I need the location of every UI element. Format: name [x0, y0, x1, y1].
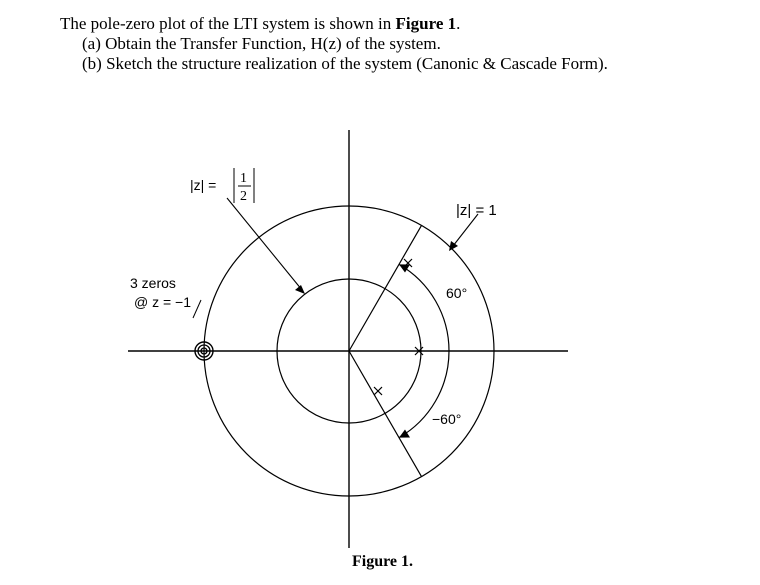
intro-prefix: The pole-zero plot of the LTI system is shown in [60, 14, 396, 33]
leader-outer-arrowhead [449, 241, 458, 251]
angle-label-upper: 60° [446, 285, 468, 301]
leader-inner-circle [227, 198, 302, 290]
figure-caption: Figure 1. [352, 553, 414, 570]
zeros-label-line2: @ z = −1 [134, 294, 192, 310]
zeros-label-line1: 3 zeros [130, 275, 176, 291]
leader-inner-arrowhead [295, 285, 305, 294]
pole-marker-minus-60 [374, 387, 382, 395]
intro-suffix: . [456, 14, 461, 33]
outer-circle-label: |z| = 1 [456, 202, 497, 219]
leader-zeros [193, 300, 201, 318]
angle-label-lower: −60° [432, 411, 462, 427]
fraction-numerator: 1 [240, 171, 247, 186]
question-part-a: (a) Obtain the Transfer Function, H(z) of the system. [82, 34, 441, 53]
figure-reference: Figure 1 [395, 14, 457, 33]
angle-arrow-lower [399, 430, 410, 438]
question-part-b: (b) Sketch the structure realization of the system (Canonic & Cascade Form). [82, 54, 608, 73]
fraction-denominator: 2 [240, 189, 247, 204]
radius-line-60 [349, 225, 422, 351]
inner-circle-label-lhs: |z| = [190, 177, 217, 193]
angle-arrow-upper [399, 264, 410, 272]
radius-line-minus-60 [349, 351, 422, 477]
